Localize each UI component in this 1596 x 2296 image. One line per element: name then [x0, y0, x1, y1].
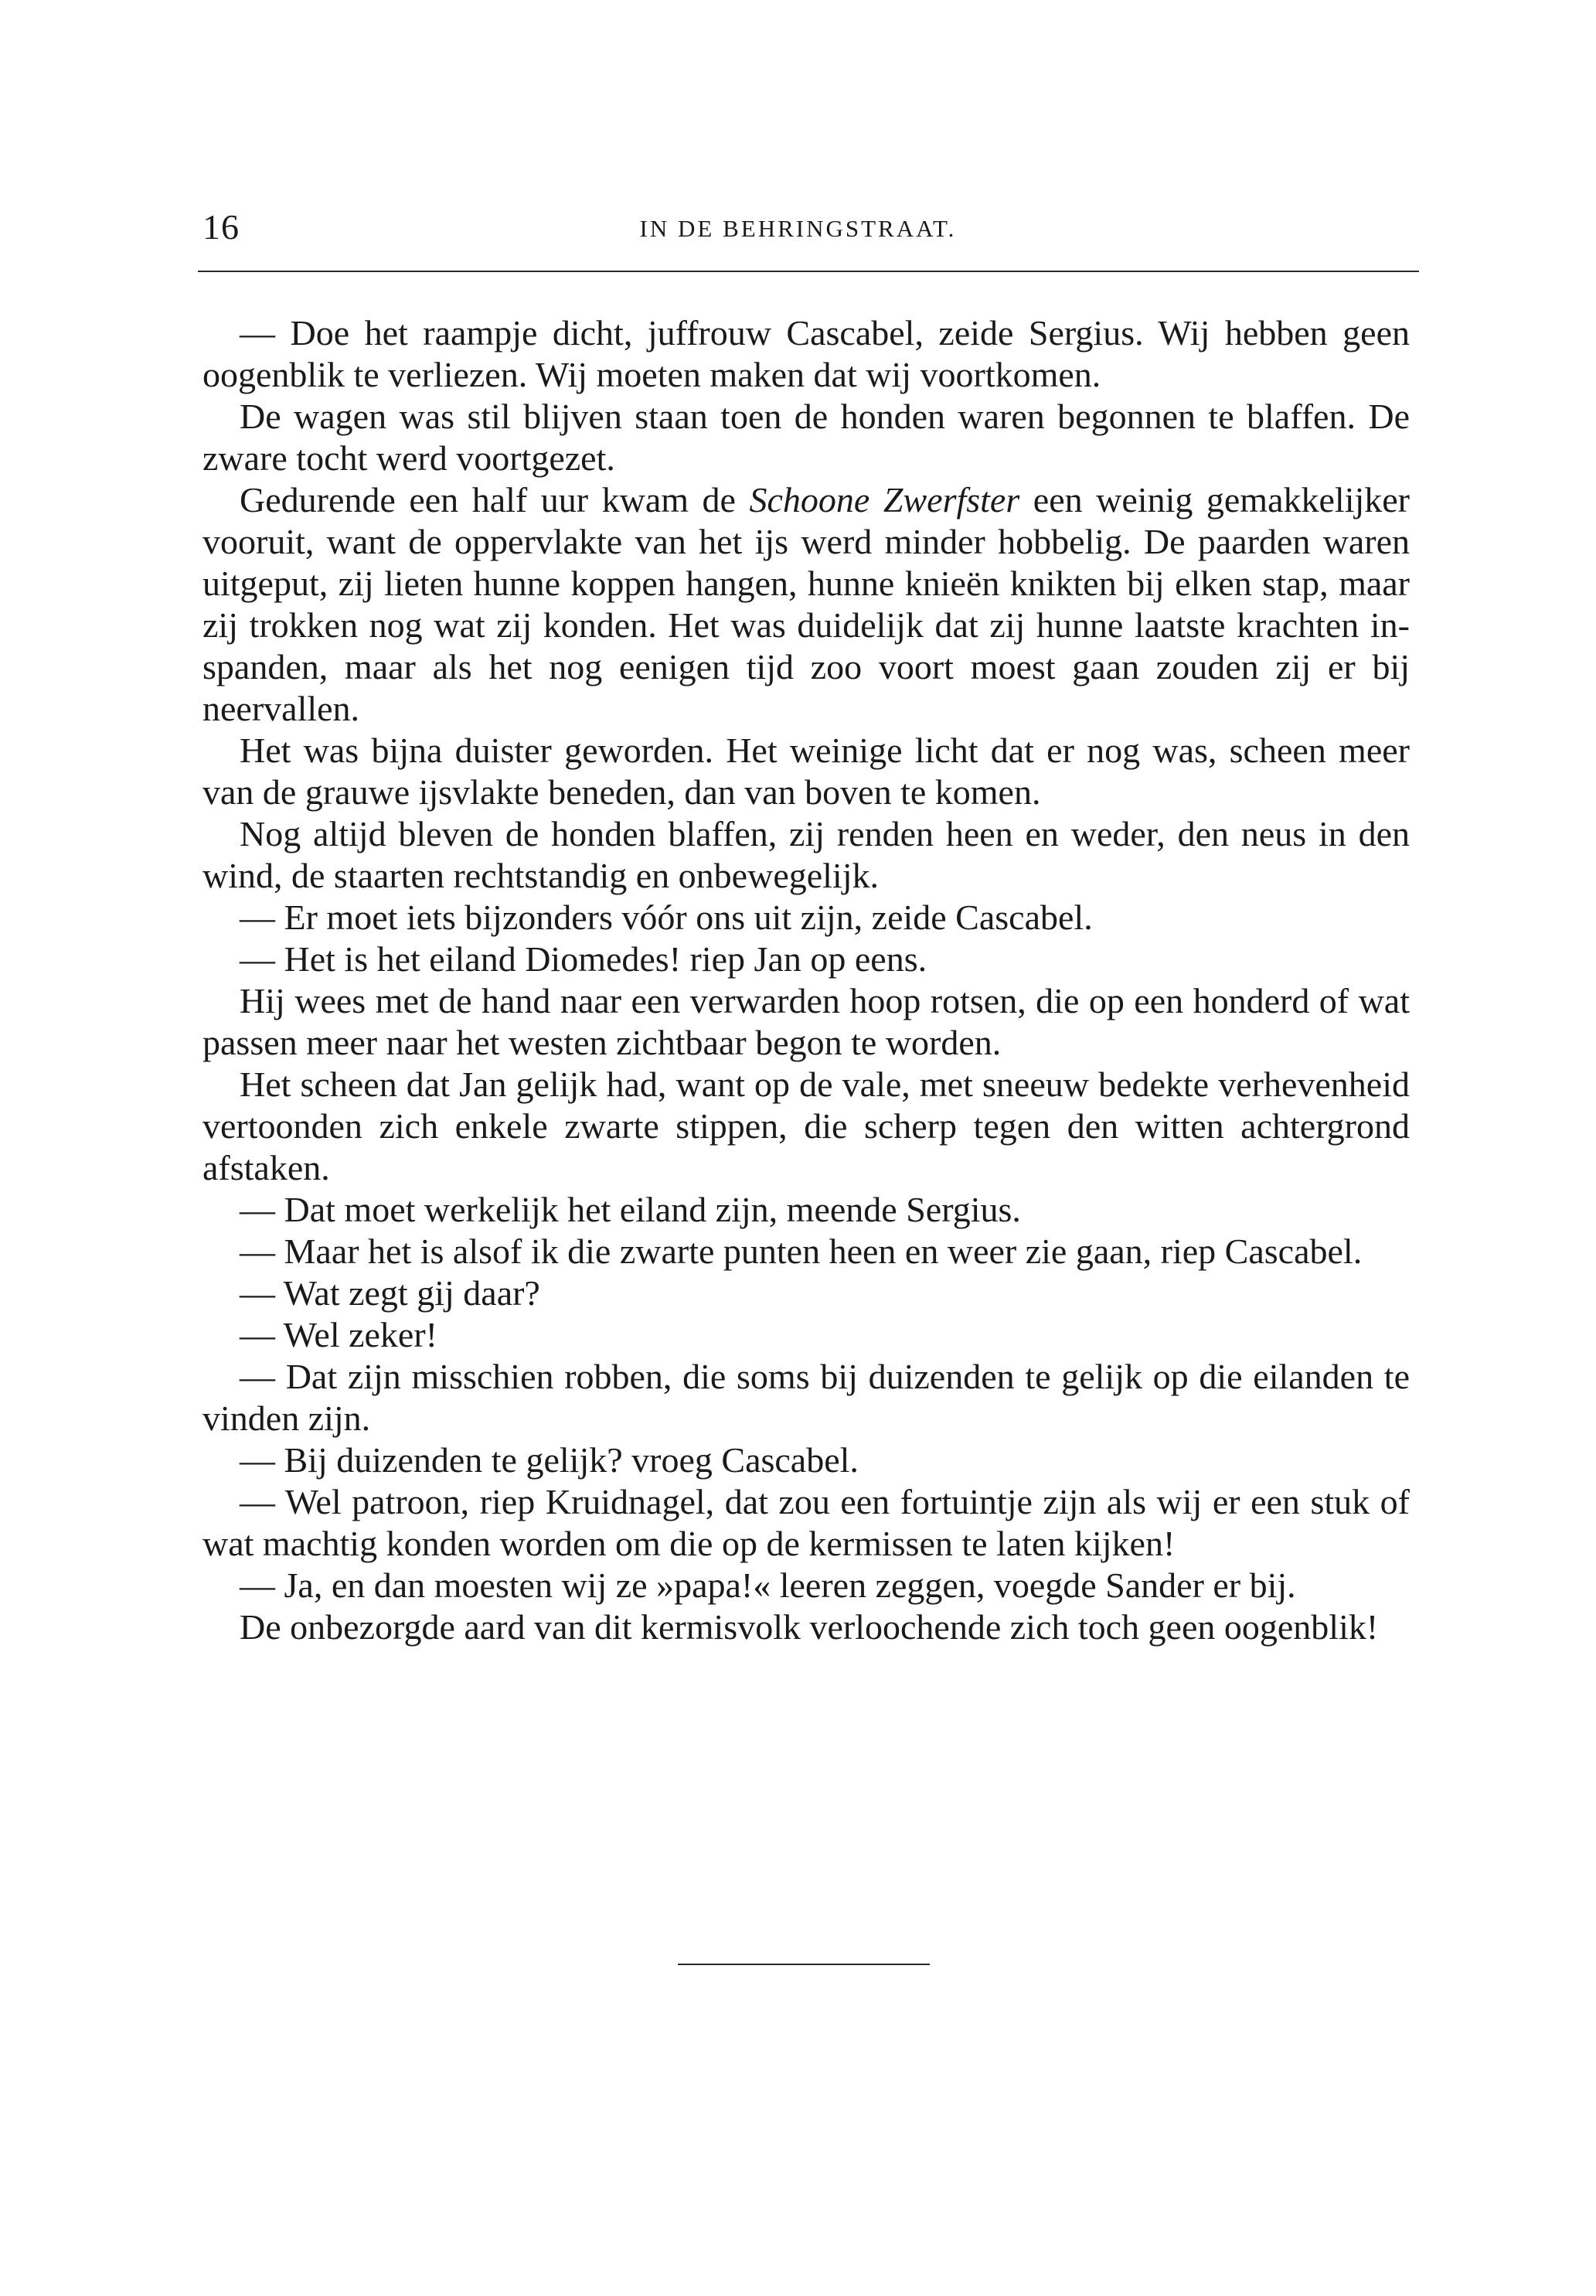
page-number: 16 [202, 207, 240, 247]
dialogue-line: — Bij duizenden te gelijk? vroeg Cascabel. [240, 1440, 859, 1480]
dialogue-line: — Er moet iets bijzonders vóór ons uit zijn, zeide Cascabel. [240, 898, 1093, 937]
dialogue-line: — Het is het eiland Diomedes! riep Jan op eens. [240, 939, 927, 979]
paragraph: De wagen was stil blijven staan toen de honden waren begonnen te blaffen. De zware tocht werd voortgezet. [202, 397, 1410, 478]
paragraph-text: Gedurende een half uur kwam de [240, 480, 750, 519]
paragraph: Het scheen dat Jan gelijk had, want op de vale, met sneeuw bedekte verhevenheid vertoonden zich enkele zwarte stippen, die scherp tegen den witten achtergrond afstaken. [202, 1065, 1410, 1187]
dialogue-line: — Ja, en dan moesten wij ze »papa!« leeren zeggen, voegde Sander er bij. [240, 1565, 1296, 1605]
paragraph: — Doe het raampje dicht, juffrouw Cascabel, zeide Sergius. Wij hebben geen oogenblik te verliezen. Wij moeten maken dat wij voortkomen. [202, 313, 1410, 394]
paragraph: Nog altijd bleven de honden blaffen, zij renden heen en weder, den neus in den wind, de staarten rechtstandig en onbewegelijk. [202, 814, 1410, 895]
header-rule [198, 271, 1419, 272]
paragraph [202, 479, 1410, 730]
end-of-chapter-rule [678, 1964, 930, 1965]
dialogue-line: — Wel zeker! [240, 1315, 437, 1354]
paragraph: Het was bijna duister geworden. Het weinige licht dat er nog was, scheen meer van de grauwe ijsvlakte beneden, dan van boven te komen. [202, 731, 1410, 812]
paragraph-text: een weinig gemakkelijker vooruit, want de oppervlakte van het ijs werd minder hobbelig. De paarden waren uitgeput, zij lieten hunne koppen hangen, hunne knieën knikten bij elken stap, maar zij trokken nog wat zij konden. Het was duidelijk dat zij hunne laatste krachten inspanden, maar als het nog eenigen tijd zoo voort moest gaan zouden zij er bij neervallen. [202, 480, 1410, 728]
running-head: IN DE BEHRINGSTRAAT. [639, 215, 957, 242]
dialogue-line: — Dat moet werkelijk het eiland zijn, meende Sergius. [240, 1190, 1021, 1229]
paragraph: Hij wees met de hand naar een verwarden hoop rotsen, die op een honderd of wat passen meer naar het westen zichtbaar begon te worden. [202, 981, 1410, 1062]
dialogue-line: — Dat zijn misschien robben, die soms bij duizenden te gelijk op die eilanden te vinden zijn. [202, 1357, 1410, 1438]
dialogue-line: — Wat zegt gij daar? [240, 1273, 540, 1313]
dialogue-line: — Maar het is alsof ik die zwarte punten heen en weer zie gaan, riep Cascabel. [240, 1231, 1363, 1271]
body-text [202, 312, 1410, 1648]
italic-title: Schoone Zwerfster [749, 480, 1020, 519]
dialogue-line: — Wel patroon, riep Kruidnagel, dat zou een fortuintje zijn als wij er een stuk of wat machtig konden worden om die op de kermissen te laten kijken! [202, 1482, 1410, 1563]
paragraph: De onbezorgde aard van dit kermisvolk verloochende zich toch geen oogenblik! [240, 1607, 1379, 1647]
